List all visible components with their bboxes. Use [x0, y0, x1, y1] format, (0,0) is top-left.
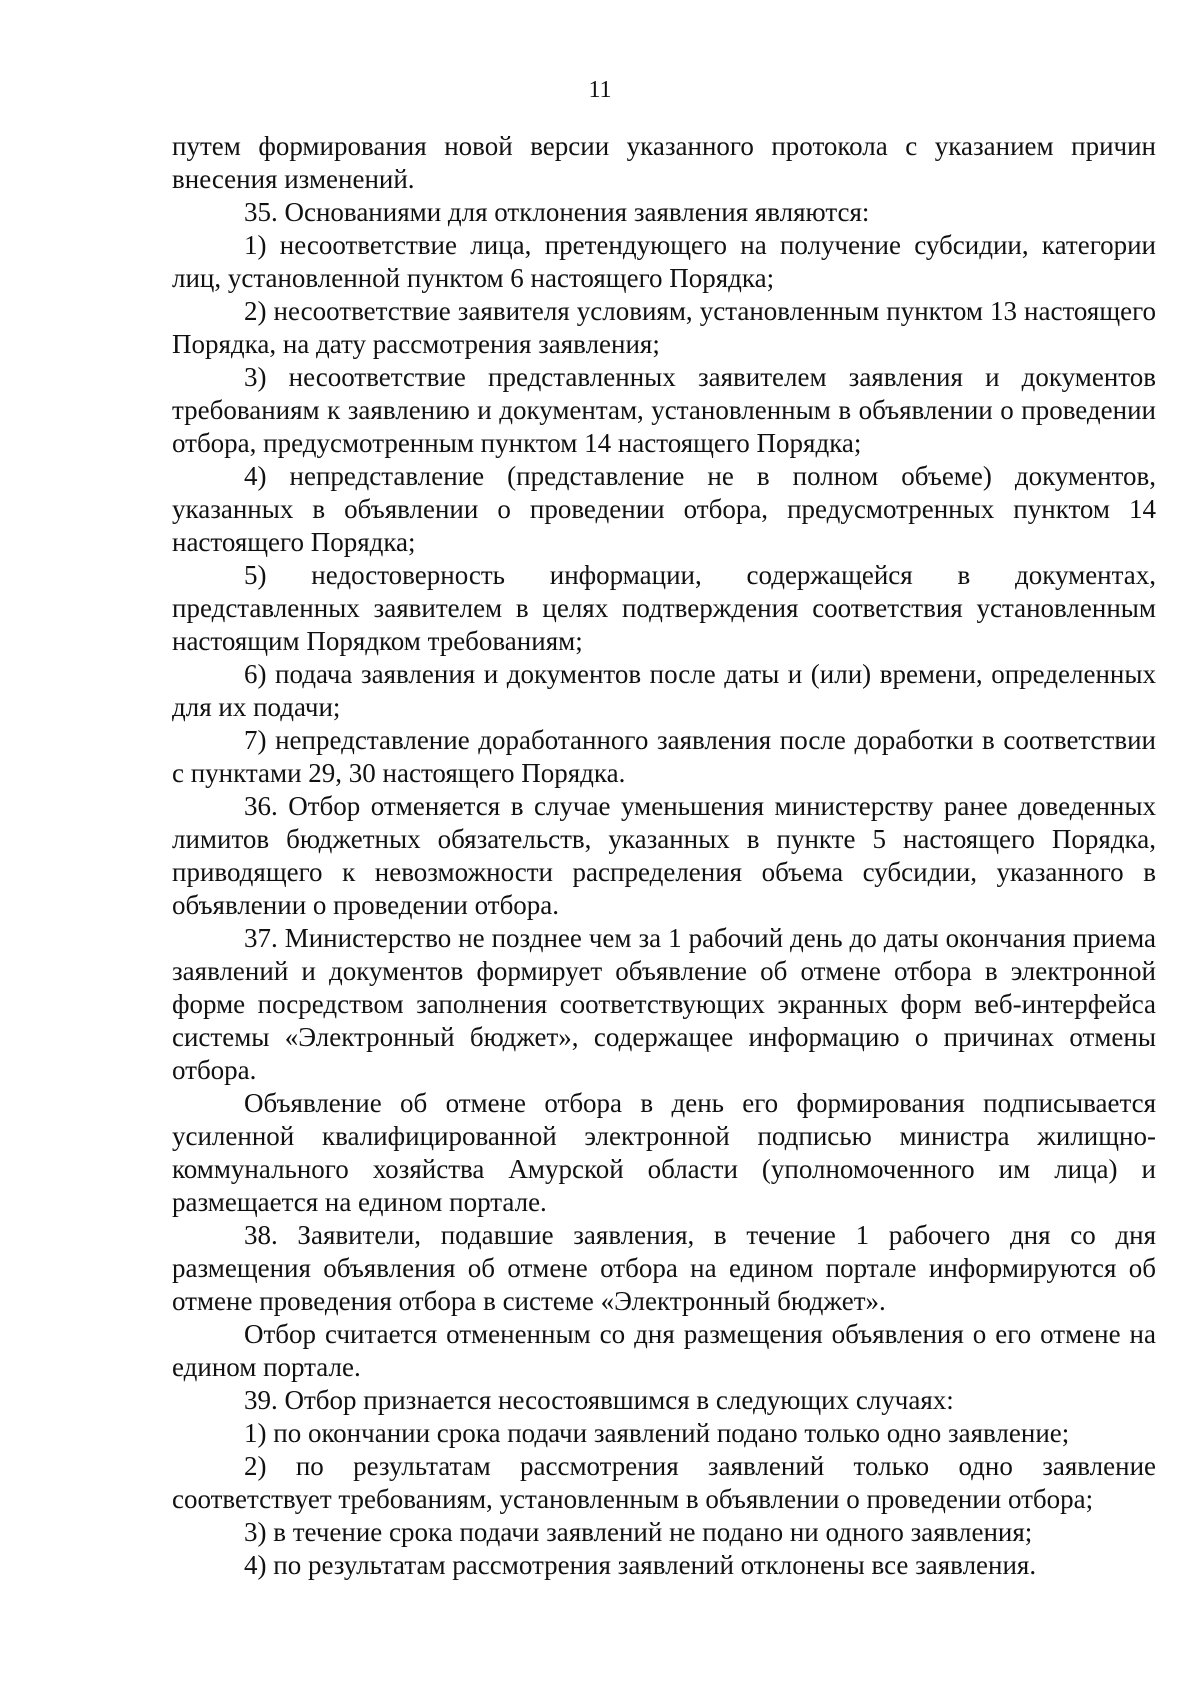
paragraph-item-39-1: 1) по окончании срока подачи заявлений подано только одно заявление; — [244, 1418, 1070, 1448]
paragraph-item-39-4: 4) по результатам рассмотрения заявлений отклонены все заявления. — [244, 1550, 1037, 1580]
paragraph-item-39-2: 2) по результатам рассмотрения заявлений только одно заявление соответствует требованиям, установленным в объявлении о проведении отбора; — [172, 1451, 1156, 1514]
paragraph-item-37: 37. Министерство не позднее чем за 1 рабочий день до даты окончания приема заявлений и документов формирует объявление об отмене отбора в электронной форме посредством заполнения соответствующих экранных форм веб-интерфейса системы «Электронный бюджет», содержащее информацию о причинах отмены отбора. — [172, 923, 1156, 1085]
paragraph-item-37-announcement: Объявление об отмене отбора в день его формирования подписывается усиленной квалифицированной электронной подписью министра жилищно-коммунального хозяйства Амурской области (уполномоченного им лица) и размещается на едином портале. — [172, 1088, 1156, 1217]
paragraph-item-36: 36. Отбор отменяется в случае уменьшения министерству ранее доведенных лимитов бюджетных обязательств, указанных в пункте 5 настоящего Порядка, приводящего к невозможности распределения объема субсидии, указанного в объявлении о проведении отбора. — [172, 791, 1156, 920]
paragraph-item-35-5: 5) недостоверность информации, содержащейся в документах, представленных заявителем в целях подтверждения соответствия установленным настоящим Порядком требованиям; — [172, 560, 1156, 656]
paragraph-item-35-2: 2) несоответствие заявителя условиям, установленным пунктом 13 настоящего Порядка, на дату рассмотрения заявления; — [172, 296, 1156, 359]
paragraph-continuation: путем формирования новой версии указанного протокола с указанием причин внесения изменений. — [172, 131, 1156, 194]
paragraph-item-35-1: 1) несоответствие лица, претендующего на получение субсидии, категории лиц, установленной пунктом 6 настоящего Порядка; — [172, 230, 1156, 293]
paragraph-item-35-7: 7) непредставление доработанного заявления после доработки в соответствии с пунктами 29, 30 настоящего Порядка. — [172, 725, 1156, 788]
paragraph-item-39: 39. Отбор признается несостоявшимся в следующих случаях: — [244, 1385, 954, 1415]
paragraph-item-35: 35. Основаниями для отклонения заявления являются: — [244, 197, 870, 227]
paragraph-item-39-3: 3) в течение срока подачи заявлений не подано ни одного заявления; — [244, 1517, 1033, 1547]
paragraph-item-35-6: 6) подача заявления и документов после даты и (или) времени, определенных для их подачи; — [172, 659, 1156, 722]
document-body — [172, 130, 1156, 1582]
paragraph-item-38: 38. Заявители, подавшие заявления, в течение 1 рабочего дня со дня размещения объявления об отмене отбора на едином портале информируются об отмене проведения отбора в системе «Электронный бюджет». — [172, 1220, 1156, 1316]
paragraph-item-38-cancelled: Отбор считается отмененным со дня размещения объявления о его отмене на едином портале. — [172, 1319, 1156, 1382]
page-number: 11 — [588, 77, 612, 103]
paragraph-item-35-3: 3) несоответствие представленных заявителем заявления и документов требованиям к заявлению и документам, установленным в объявлении о проведении отбора, предусмотренным пунктом 14 настоящего Порядка; — [172, 362, 1156, 458]
paragraph-item-35-4: 4) непредставление (представление не в полном объеме) документов, указанных в объявлении о проведении отбора, предусмотренных пунктом 14 настоящего Порядка; — [172, 461, 1156, 557]
